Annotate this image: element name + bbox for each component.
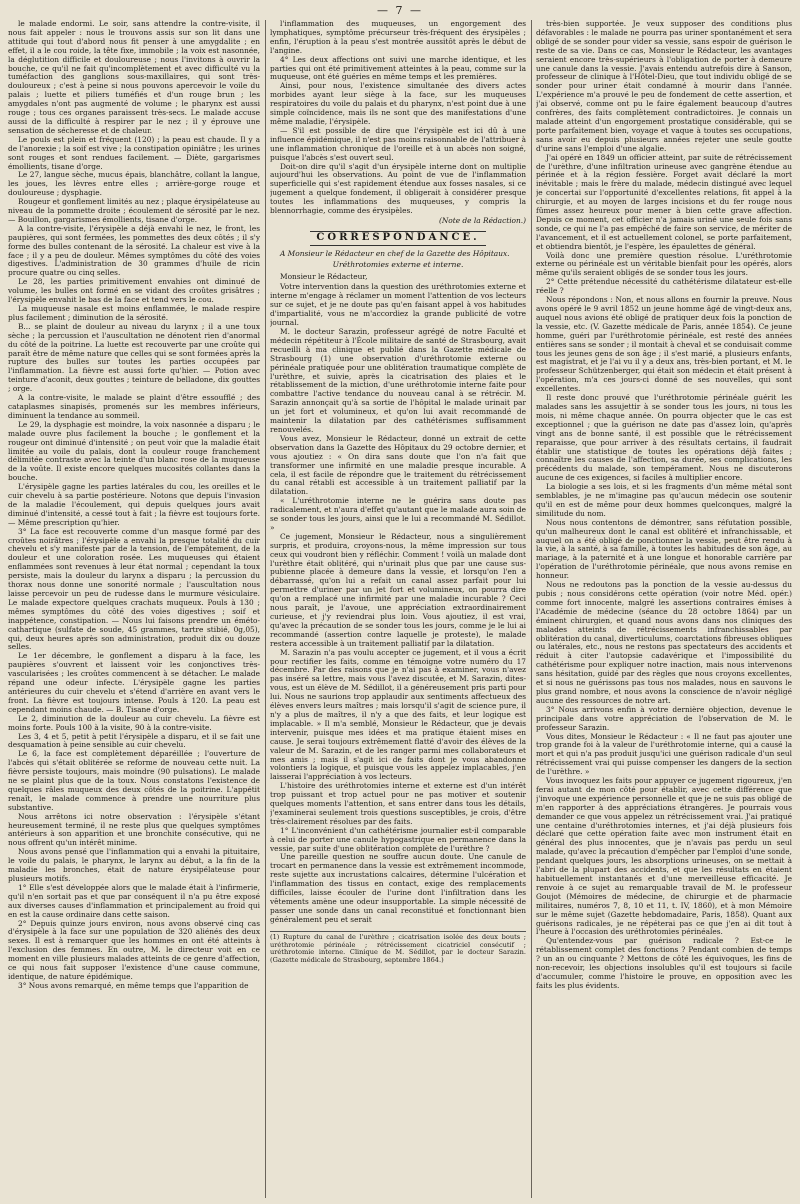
column-divider	[531, 20, 532, 1198]
paragraph: très-bien supportée. Je veux supposer des conditions plus défavorables : le malade ne pourra pas uriner spontanément et sera obligé de se sonder pour vider sa vessie, sans espoir de guérison le reste de sa vie. Dans ce cas, Monsieur le Rédacteur, les avantages seraient encore très-supérieurs à l'obligation de porter à demeure une canule dans la vessie. J'avais entendu autrefois dire à Sanson, professeur de clinique à l'Hôtel-Dieu, que tout individu obligé de se sonder pour uriner était condamné à mourir dans l'année. L'expérience m'a prouvé le peu de fondement de cette assertion, et j'ai observé, comme ont pu le faire également beaucoup d'autres confrères, des faits complètement contradictoires. Je connais un malade atteint d'un engorgement prostatique considérable, qui se porte parfaitement bien, voyage et vaque à toutes ses occupations, sans avoir eu depuis plusieurs années rejeter une seule goutte d'urine sans l'emploi d'une algalie.	[536, 20, 792, 153]
paragraph: Les 3, 4 et 5, petit à petit l'érysipèle a disparu, et il se fait une desquamation à peine sensible au cuir chevelu.	[8, 731, 260, 750]
column-middle-text	[270, 20, 526, 216]
letter-salutation: Monsieur le Rédacteur,	[280, 271, 368, 281]
paragraph: Doit-on dire qu'il s'agit d'un érysipèle interne dont on multiplie aujourd'hui les observations. Au point de vue de l'inflammation superficielle qui s'est rapidement étendue aux fosses nasales, si ce jugement a quelque fondement, il obligerait à considérer presque toutes les inflammations des muqueuses, y compris la blennorrhagie, comme des érysipèles.	[270, 161, 526, 216]
paragraph: Le 2, diminution de la douleur au cuir chevelu. La fièvre est moins forte. Pouls 100 à la visite, 90 à la contre-visite.	[8, 713, 260, 732]
column-middle	[270, 20, 526, 1198]
column-divider	[265, 20, 266, 1198]
section-rule	[310, 245, 486, 246]
paragraph: — S'il est possible de dire que l'érysipèle est ici dû à une influence épidémique, il n'est pas moins raisonnable de l'attribuer à une inflammation chronique de l'oreille et à un abcès non soigné, puisque l'abcès s'est ouvert seul.	[270, 125, 526, 162]
paragraph: L'érysipèle gagne les parties latérales du cou, les oreilles et le cuir chevelu à sa partie postérieure. Notons que depuis l'invasion de la maladie l'écoulement, qui depuis quelques jours avait diminué d'intensité, a cessé tout à fait ; la fièvre est toujours forte. — Même prescription qu'hier.	[8, 482, 260, 527]
paragraph: Vous avez, Monsieur le Rédacteur, donné un extrait de cette observation dans la Gazette des Hôpitaux du 29 octobre dernier, et vous ajoutiez : « On dira sans doute que l'on n'a fait que transformer une infirmité en une maladie presque incurable. A cela, il est facile de répondre que le traitement du rétrécissement du canal rétabli est accessible à un traitement palliatif par la dilatation.	[270, 433, 526, 497]
paragraph: Ainsi, pour nous, l'existence simultanée des divers actes morbides ayant leur siège à la face, sur les muqueuses respiratoires du voile du palais et du pharynx, n'est point due à une simple coïncidence, mais ils ne sont que des manifestations d'une même maladie, l'érysipèle.	[270, 81, 526, 126]
footnote: (1) Rupture du canal de l'urèthre ; cicatrisation isolée des deux bouts ; uréthrotomie périnéale ; rétrécissement cicatriciel consécutif ; uréthrotomie interne. Clinique de M. Sédillot, par le docteur Sarazin. (Gazette médicale de Strasbourg, septembre 1864.)	[270, 932, 526, 965]
paragraph: A la contre-visite, l'érysipèle a déjà envahi le nez, le front, les paupières, qui sont fermées, les pommettes des deux côtés ; il s'y forme des bulles contenant de la sérosité. La chaleur est vive à la face ; il y a peu de douleur. Mêmes symptômes du côté des voies digestives. L'administration de 30 grammes d'huile de ricin procure quatre ou cinq selles.	[8, 223, 260, 278]
page-number: — 7 —	[377, 4, 423, 17]
paragraph: l'inflammation des muqueuses, un engorgement des lymphatiques, symptôme précurseur très-fréquent des érysipèles ; enfin, l'éruption à la peau s'est montrée aussitôt après le début de l'angine.	[270, 20, 526, 55]
paragraph: Vous dites, Monsieur le Rédacteur : « Il ne faut pas ajouter une trop grande foi à la valeur de l'uréthrotomie interne, qui a causé la mort et qui n'a pas produit jusqu'ici une guérison radicale d'un seul rétrécissement vrai qui puisse compenser les dangers de la section de l'urèthre. »	[536, 731, 792, 777]
paragraph: L'histoire des uréthrotomies interne et externe est d'un intérêt trop puissant et trop actuel pour ne pas motiver et soutenir quelques moments l'attention, et sans entrer dans tous les détails, j'examinerai seulement trois questions susceptibles, je crois, d'être très-clairement résolues par des faits.	[270, 781, 526, 826]
section-heading: CORRESPONDANCE.	[316, 231, 480, 243]
paragraph: La biologie a ses lois, et si les fragments d'un même métal sont semblables, je ne m'imagine pas qu'aucun médecin ose soutenir qu'il en est de même pour deux hommes quelconques, malgré la similitude du nom.	[536, 482, 792, 518]
column-left-text	[8, 20, 260, 991]
paragraph: B... se plaint de douleur au niveau du larynx ; il a une toux sèche ; la percussion et l'auscultation ne dénotent rien d'anormal du côté de la poitrine. La luette est recouverte par une croûte qui paraît être de même nature que celles qui se sont formées après la rupture des bulles sur toutes les parties occupées par l'inflammation. La fièvre est aussi forte qu'hier. — Potion avec teinture d'aconit, deux gouttes ; teinture de belladone, dix gouttes ; orge.	[8, 321, 260, 394]
paragraph: J'ai opéré en 1849 un officier atteint, par suite de rétrécissement de l'urèthre, d'une infiltration urineuse avec gangrène étendue au périnée et à la région fessière. Forget avait déclaré la mort inévitable ; mais le frère du malade, médecin distingué avec lequel je concertai sur l'opportunité d'excellentes relations, fit appel à la chirurgie, et au moyen de larges incisions et du fer rouge nous fûmes assez heureux pour mener à bien cette grave affection. Depuis ce moment, cet officier n'a jamais uriné une seule fois sans sonde, ce qui ne l'a pas empêché de faire son service, de mériter de l'avancement, et il est actuellement colonel, se porte parfaitement, et obtiendra bientôt, je l'espère, les épaulettes de général.	[536, 152, 792, 251]
letter-body	[270, 283, 526, 924]
paragraph: Votre intervention dans la question des uréthrotomies externe et interne m'engage à réclamer un moment l'attention de vos lecteurs sur ce sujet, et je ne doute pas qu'en faisant appel à vos habitudes d'impartialité, vous ne m'accordiez la grande publicité de votre journal.	[270, 282, 526, 328]
paragraph: 1° Elle s'est développée alors que le malade était à l'infirmerie, qu'il n'en sortait pas et que par conséquent il n'a pu être exposé aux diverses causes d'inflammation et principalement au froid qui en est la cause ordinaire dans cette saison.	[8, 882, 260, 919]
letter-address: A Monsieur le Rédacteur en chef de la Gazette des Hôpitaux.	[280, 248, 510, 258]
paragraph: Voilà donc une première question résolue. L'uréthrotomie externe ou périnéale est un véritable bienfait pour les opérés, alors même qu'ils seraient obligés de se sonder tous les jours.	[536, 250, 792, 278]
paragraph: 4° Les deux affections ont suivi une marche identique, et les parties qui ont été primitivement atteintes à la peau, comme sur la muqueuse, ont été guéries en même temps et les premières.	[270, 54, 526, 82]
paragraph: 2° Cette prétendue nécessité du cathétérisme dilatateur est-elle réelle ?	[536, 277, 792, 296]
paragraph: 1° L'inconvénient d'un cathétérisme journalier est-il comparable à celui de porter une canule hypogastrique en permanence dans la vessie, par suite d'une oblitération complète de l'urèthre ?	[270, 825, 526, 853]
paragraph: Nous arrêtons ici notre observation : l'érysipèle s'étant heureusement terminé, il ne reste plus que quelques symptômes antérieurs à son apparition et une bronchite consécutive, qui ne nous offrent qu'un intérêt minime.	[8, 811, 260, 848]
paragraph: A la contre-visite, le malade se plaint d'être essoufflé ; des cataplasmes sinapisés, promenés sur les membres inférieurs, diminuent la tendance au sommeil.	[8, 393, 260, 420]
paragraph: Ce jugement, Monsieur le Rédacteur, nous a singulièrement surpris, et produira, croyons-nous, la même impression sur tous ceux qui voudront bien y réfléchir. Comment ! voilà un malade dont l'urèthre était oblitéré, qui n'urinait plus que par une cause sus-pubienne placée à demeure dans la vessie, et lorsqu'on l'en a débarrassé, qu'on lui a refait un canal assez parfait pour lui permettre d'uriner par un jet fort et volumineux, on pourra dire qu'on a remplacé une infirmité par une maladie incurable ? Ceci nous paraît, je l'avoue, une appréciation extraordinairement curieuse, et j'y reviendrai plus loin. Vous ajoutiez, il est vrai, qu'avec la précaution de se sonder tous les jours, comme je le lui ai recommandé (assertion contre laquelle je proteste), le malade restera accessible à un traitement palliatif par la dilatation.	[270, 531, 526, 648]
paragraph: 2° Depuis quinze jours environ, nous avons observé cinq cas d'érysipèle à la face sur une population de 320 aliénés des deux sexes. Il est à remarquer que les hommes en ont été atteints à l'exclusion des femmes. En outre, M. le directeur voit en ce moment en ville plusieurs malades atteints de ce genre d'affection, ce qui nous fait supposer l'existence d'une cause commune, identique, de nature épidémique.	[8, 918, 260, 981]
paragraph: Le 1er décembre, le gonflement a disparu à la face, les paupières s'ouvrent et laissent voir les conjonctives très-vascularisées ; les croûtes commencent à se détacher. Le malade répand une odeur infecte. L'érysipèle gagne les parties antérieures du cuir chevelu et s'étend d'arrière en avant vers le front. La fièvre est toujours intense. Pouls à 120. La peau est cependant moins chaude. — B. Tisane d'orge.	[8, 651, 260, 714]
paragraph: Le 27, langue sèche, mucus épais, blanchâtre, collant la langue, les joues, les lèvres entre elles ; arrière-gorge rouge et douloureuse ; dysphagie.	[8, 170, 260, 198]
paragraph: M. le docteur Sarazin, professeur agrégé de notre Faculté et médecin répétiteur à l'École militaire de santé de Strasbourg, avait recueilli à ma clinique et publié dans la Gazette médicale de Strasbourg (1) une observation d'uréthrotomie externe ou périnéale pratiquée pour une oblitération traumatique complète de l'urèthre, et suivie, après la cicatrisation des plaies et le rétablissement de la miction, d'une uréthrotomie interne faite pour combattre l'active tendance du nouveau canal à se rétrécir. M. Sarazin annonçait qu'à sa sortie de l'hôpital le malade urinait par un jet fort et volumineux, et qu'on lui avait recommandé de maintenir la dilatation par des cathétérismes suffisamment renouvelés.	[270, 327, 526, 434]
column-left	[8, 20, 260, 1198]
paragraph: Nous nous contentons de démontrer, sans réfutation possible, qu'un malheureux dont le canal est oblitéré et infranchissable, et auquel on a été obligé de ponctionner la vessie, peut être rendu à la vie, à la santé, à sa famille, à toutes les habitudes de son âge, au mariage, à la paternité et à une longue et honorable carrière par l'opération de l'uréthrotomie périnéale, que nous avons remise en honneur.	[536, 517, 792, 581]
paragraph: La muqueuse nasale est moins enflammée, le malade respire plus facilement ; diminution de la sérosité.	[8, 304, 260, 322]
column-right-text	[536, 20, 792, 991]
paragraph: Rougeur et gonflement limités au nez ; plaque érysipélateuse au niveau de la pommette droite ; écoulement de sérosité par le nez. — Bouillon, gargarismes émollients, tisane d'orge.	[8, 197, 260, 224]
paragraph: Nous ne redoutons pas la ponction de la vessie au-dessus du pubis ; nous considérons cette opération (voir notre Méd. opér.) comme fort innocente, malgré les assertions contraires émises à l'Académie de médecine (séance du 28 octobre 1864) par un éminent chirurgien, et quand nous avons dans nos cliniques des malades atteints de rétrécissements infranchissables par oblitération du canal, diverticulums, coarctations fibreuses obliques ou latérales, etc., nous ne restons pas spectateurs des accidents et réduit à citer l'autopsie cadavérique et l'impossibilité du cathétérisme pour expliquer notre inaction, mais nous intervenons sans hésitation, guidé par des règles que nous croyons excellentes, et si nous ne guérissons pas tous nos malades, nous en sauvons le plus grand nombre, et nous avons la conscience de n'avoir négligé aucune des ressources de notre art.	[536, 580, 792, 705]
note-signature: (Note de la Rédaction.)	[438, 215, 526, 225]
paragraph: Le 29, la dysphagie est moindre, la voix nasonnée a disparu ; le malade ouvre plus facilement la bouche ; le gonflement et la rougeur ont diminué d'intensité ; on peut voir que la maladie était limitée au voile du palais, dont la couleur rouge franchement délimitée contraste avec la teinte d'un blanc rose de la muqueuse de la voûte. Il existe encore quelques mucosités collantes dans la bouche.	[8, 419, 260, 483]
letter-subtitle: Uréthrotomies externe et interne.	[332, 259, 464, 269]
paragraph: Il reste donc prouvé que l'uréthrotomie périnéale guérit les malades sans les assujettir à se sonder tous les jours, ni tous les mois, ni même chaque année. On pourra objecter que le cas est exceptionnel ; que la guérison ne date pas d'assez loin, qu'après vingt ans de bonne santé, il est possible que le rétrécissement reparaisse, que pour arriver à des résultats certains, il faudrait établir une statistique de toutes les opérations déjà faites ; connaître les causes de l'affection, sa durée, ses complications, les précédents du malade, son tempérament. Nous ne discuterons aucune de ces exigences, si faciles à multiplier encore.	[536, 393, 792, 483]
column-right	[536, 20, 792, 1198]
paragraph: 3° Nous arrivons enfin à votre dernière objection, devenue le principale dans votre appréciation de l'observation de M. le professeur Sarazin.	[536, 704, 792, 732]
paragraph: Nous répondons : Non, et nous allons en fournir la preuve. Nous avons opéré le 9 avril 1852 un jeune homme âgé de vingt-deux ans, auquel nous avions été obligé de pratiquer deux fois la ponction de la vessie, etc. (V. Gazette médicale de Paris, année 1854). Ce jeune homme, guéri par l'uréthrotomie périnéale, est resté des années entières sans se sonder ; il montait à cheval et se conduisait comme tous les jeunes gens de son âge ; il s'est marié, a plusieurs enfants, est magistrat, et je l'ai vu il y a deux ans, très-bien portant, et M. le professeur Schützenberger, qui était son médecin et était présent à l'opération, m'a ces jours-ci donné de ses nouvelles, qui sont excellentes.	[536, 295, 792, 394]
paragraph: le malade endormi. Le soir, sans attendre la contre-visite, il nous fait appeler : nous le trouvons assis sur son lit dans une attitude qui tout d'abord nous fit penser à une amygdalite ; en effet, il a le cou roide, la tête fixe, immobile ; la voix est nasonnée, la déglutition difficile et douloureuse ; nous l'invitons à ouvrir la bouche, ce qu'il ne fait qu'incomplètement et avec difficulté vu la tuméfaction des ganglions sous-maxillaires, qui sont très-douloureux ; c'est à peine si nous pouvons apercevoir le voile du palais ; luette et piliers tuméfiés et d'un rouge brun ; les amygdales n'ont pas augmenté de volume ; le pharynx est aussi rouge ; tous ces organes paraissent très-secs. Le malade accuse aussi de la difficulté à respirer par le nez ; il y éprouve une sensation de sécheresse et de chaleur.	[8, 20, 260, 135]
paragraph: 3° La face est recouverte comme d'un masque formé par des croûtes noirâtres ; l'érysipèle a envahi la presque totalité du cuir chevelu et s'y manifeste par de la tension, de l'empâtement, de la douleur et une coloration rosée. Les muqueuses qui étaient enflammées sont revenues à leur état normal ; cependant la toux persiste, mais la douleur du larynx a disparu ; la percussion du thorax nous donne une sonorité normale ; l'auscultation nous laisse percevoir un peu de rudesse dans le murmure vésiculaire. Le malade expectore quelques crachats muqueux. Pouls à 130 ; mêmes symptômes du côté des voies digestives ; soif et inappétence, constipation. — Nous lui faisons prendre un éméto-cathartique (sulfate de soude, 45 grammes, tartre stibié, 0g,05), qui, deux heures après son administration, produit dix ou douze selles.	[8, 526, 260, 652]
paragraph: « L'uréthrotomie interne ne le guérira sans doute pas radicalement, et n'aura d'effet qu'autant que le malade aura soin de se sonder tous les jours, ainsi que le lui a recommandé M. Sédillot. »	[270, 496, 526, 532]
paragraph: M. Sarazin n'a pas voulu accepter ce jugement, et il vous a écrit pour rectifier les faits, comme en témoigne votre numéro du 17 décembre. Par des raisons que je n'ai pas à examiner, vous n'avez pas inséré sa lettre, mais vous l'avez discutée, et M. Sarazin, dites-vous, est un élève de M. Sédillot, il a généreusement pris parti pour lui. Nous ne saurions trop applaudir aux sentiments affectueux des élèves envers leurs maîtres ; mais lorsqu'il s'agit de science pure, il n'y a plus de maîtres, il n'y a que des faits, et leur logique est implacable. » Il m'a semblé, Monsieur le Rédacteur, que je devais intervenir, puisque mes idées et ma pratique étaient mises en cause. Je serai toujours extrêmement flatté d'avoir des élèves de la valeur de M. Sarazin, et de les ranger parmi mes collaborateurs et mes amis ; mais il s'agit ici de faits dont je vous abandonne volontiers la logique, et puisque vous les appelez implacables, j'en laisserai l'appréciation à vos lecteurs.	[270, 647, 526, 782]
paragraph: Le 6, la face est complètement déparéillée ; l'ouverture de l'abcès qui s'était oblitérée se reforme de nouveau cette nuit. La fièvre persiste toujours, mais moindre (90 pulsations). Le malade ne se plaint plus que de la toux. Nous constatons l'existence de quelques râles muqueux des deux côtés de la poitrine. L'appétit renaît, le malade commence à prendre une nourriture plus substantive.	[8, 749, 260, 812]
paragraph: Le pouls est plein et fréquent (120) ; la peau est chaude. Il y a de l'anorexie ; la soif est vive ; la constipation opiniâtre ; les urines sont rouges et sont rendues facilement. — Diète, gargarismes émollients, tisane d'orge.	[8, 134, 260, 171]
paragraph: Nous avons pensé que l'inflammation qui a envahi la pituitaire, le voile du palais, le pharynx, le larynx au début, a la fin de la maladie les bronches, était de nature érysipélateuse pour plusieurs motifs.	[8, 847, 260, 883]
paragraph: Qu'entendez-vous par guérison radicale ? Est-ce le rétablissement complet des fonctions ? Pendant combien de temps ? un an ou cinquante ? Mettons de côté les équivoques, les fins de non-recevoir, les objections insolubles qu'il est toujours si facile d'accumuler, comme l'histoire le prouve, en opposition avec les faits les plus évidents.	[536, 936, 792, 990]
paragraph: Vous invoquez les faits pour appuyer ce jugement rigoureux, j'en ferai autant de mon côté pour établir, avec cette différence que j'invoque une expérience personnelle et que je ne suis pas obligé de m'en rapporter à des appréciations étrangères. Je pourrais vous demander ce que vous appelez un rétrécissement vrai. J'ai pratiqué une centaine d'uréthrotomies internes, et j'ai déjà plusieurs fois déclaré que cette opération faite avec mon instrument était en général des plus innocentes, que je n'avais pas perdu un seul malade, qu'avec la précaution d'empêcher par l'emploi d'une sonde, pendant quelques jours, les absorptions urineuses, on se mettait à l'abri de la plupart des accidents, et que les résultats en étaient habituellement instantanés et d'une merveilleuse efficacité. Je renvoie à ce sujet au remarquable travail de M. le professeur Goujot (Mémoires de médecine, de chirurgie et de pharmacie militaires, numéros 7, 8, 10 et 11, t. IV, 1860), et à mon Mémoire sur le même sujet (Gazette hebdomadaire, Paris, 1858). Quant aux guérisons radicales, je ne répéterai pas ce que j'en ai dit tout à l'heure à l'occasion des uréthrotomies périnéales.	[536, 776, 792, 937]
paragraph: Le 28, les parties primitivement envahies ont diminué de volume, les bulles ont formé en se vidant des croûtes grisâtres ; l'érysipèle envahit le bas de la face et tend vers le cou.	[8, 277, 260, 305]
paragraph: 3° Nous avons remarqué, en même temps que l'apparition de	[18, 980, 249, 990]
paragraph: Une pareille question ne souffre aucun doute. Une canule de trocart en permanence dans la vessie est extrêmement incommode, reste sujette aux incrustations calcaires, détermine l'ulcération et l'inflammation des tissus en contact, exige des remplacements difficiles, laisse écouler de l'urine dont l'infiltration dans les vêtements amène une odeur insupportable. La simple nécessité de passer une sonde dans un canal reconstitué et fonctionnant bien généralement peu et serait	[270, 852, 526, 924]
